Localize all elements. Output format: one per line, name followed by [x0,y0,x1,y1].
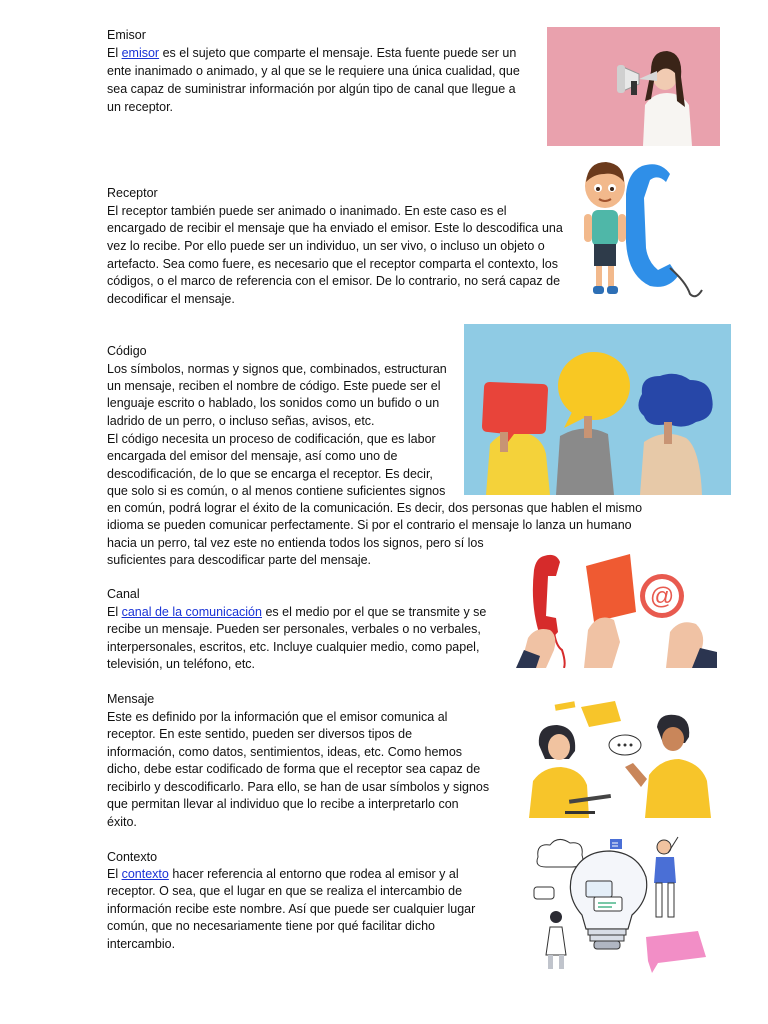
mensaje-two-people-illustration [525,697,719,818]
emisor-line-3: sea capaz de suministrar información por algún tipo de canal que llegue a [107,82,516,96]
canal-line-2: recibe un mensaje. Pueden ser personales, verbales o no verbales, [107,622,481,636]
codigo-line-12: suficientes para descodificar parte del mensaje. [107,553,372,567]
emisor-line-4: un receptor. [107,100,174,114]
svg-text:@: @ [649,583,675,610]
mensaje-line-5: recibirlo y descodificarlo. Para ello, se han de usar símbolos y signos [107,780,490,794]
emisor-line-2: ente inanimado o animado, y al que se le requiere una única cualidad, que [107,64,520,78]
receptor-line-3: vez lo recibe. Por ello puede ser un individuo, un ser vivo, o incluso un objeto o [107,239,545,253]
canal-line-4: televisión, un teléfono, etc. [107,657,256,671]
emisor-heading: Emisor [107,28,146,42]
receptor-line-4: artefacto. Sea como fuere, es necesario que el receptor comparta el contexto, los [107,257,558,271]
codigo-speech-bubbles-photo [464,324,731,495]
codigo-line-3: lenguaje escrito o hablado, los sonidos como un bufido o un [107,396,440,410]
codigo-heading: Código [107,344,147,358]
codigo-line-8: que solo si es común, o al menos contiene suficientes signos [107,484,446,498]
mensaje-line-2: receptor. En este sentido, pueden ser diversos tipos de [107,727,413,741]
canal-phone-paper-at-photo [516,546,717,668]
codigo-line-5: El código necesita un proceso de codificación, que es labor [107,432,436,446]
codigo-line-7: descodificación, de lo que se encarga el receptor. Es decir, [107,467,433,481]
contexto-line-3: información recibe este nombre. Así que puede ser cualquier lugar [107,902,476,916]
receptor-line-5: códigos, o el marco de referencia con el emisor. De lo contrario, no será capaz de [107,274,561,288]
receptor-heading: Receptor [107,186,158,200]
emisor-link[interactable]: emisor [121,46,160,60]
mensaje-line-7: éxito. [107,815,137,829]
codigo-line-1: Los símbolos, normas y signos que, combinados, estructuran [107,362,447,376]
receptor-line-1: El receptor también puede ser animado o inanimado. En este caso es el [107,204,507,218]
receptor-boy-phone-illustration [580,158,705,306]
mensaje-line-1: Este es definido por la información que el emisor comunica al [107,710,448,724]
mensaje-line-4: dicho, debe estar codificado de forma que el receptor sea capaz de [107,762,481,776]
codigo-line-4: ladrido de un perro, o incluso señas, avisos, etc. [107,414,375,428]
contexto-link[interactable]: contexto [121,867,169,881]
canal-line-1: El canal de la comunicación es el medio por el que se transmite y se [107,605,487,619]
codigo-line-11: hacia un perro, tal vez este no entienda todos los signos, pero sí los [107,536,484,550]
codigo-line-2: un mensaje, reciben el nombre de código. Este puede ser el [107,379,441,393]
mensaje-line-3: información, como datos, sentimientos, ideas, etc. Como hemos [107,745,463,759]
codigo-line-10: idioma se pueden comunicar perfectamente. Si por el contrario el mensaje lo lanza un humano [107,518,632,532]
contexto-heading: Contexto [107,850,158,864]
emisor-megaphone-photo [547,27,720,146]
mensaje-heading: Mensaje [107,692,155,706]
contexto-line-2: receptor. O sea, que el lugar en que se realiza el intercambio de [107,884,463,898]
contexto-line-4: común, que no necesariamente tiene por qué facilitar dicho [107,919,435,933]
canal-link[interactable]: canal de la comunicación [121,605,262,619]
canal-heading: Canal [107,587,140,601]
codigo-line-6: encargada del emisor del mensaje, así como uno de [107,449,398,463]
mensaje-line-6: que permitan llevar al individuo que lo recibe a interpretarlo con [107,797,459,811]
contexto-line-1: El contexto hacer referencia al entorno que rodea al emisor y al [107,867,459,881]
emisor-line-1: El emisor es el sujeto que comparte el mensaje. Esta fuente puede ser un [107,46,517,60]
receptor-line-6: decodificar el mensaje. [107,292,235,306]
contexto-line-5: intercambio. [107,937,176,951]
codigo-line-9: en común, podrá lograr el éxito de la comunicación. Es decir, dos personas que hablen el mismo [107,501,643,515]
receptor-line-2: encargado de recibir el mensaje que ha enviado el emisor. Este lo descodifica una [107,221,563,235]
canal-line-3: interpersonales, escritos, etc. Incluye cualquier medio, como papel, [107,640,480,654]
contexto-lightbulb-illustration [528,833,710,973]
